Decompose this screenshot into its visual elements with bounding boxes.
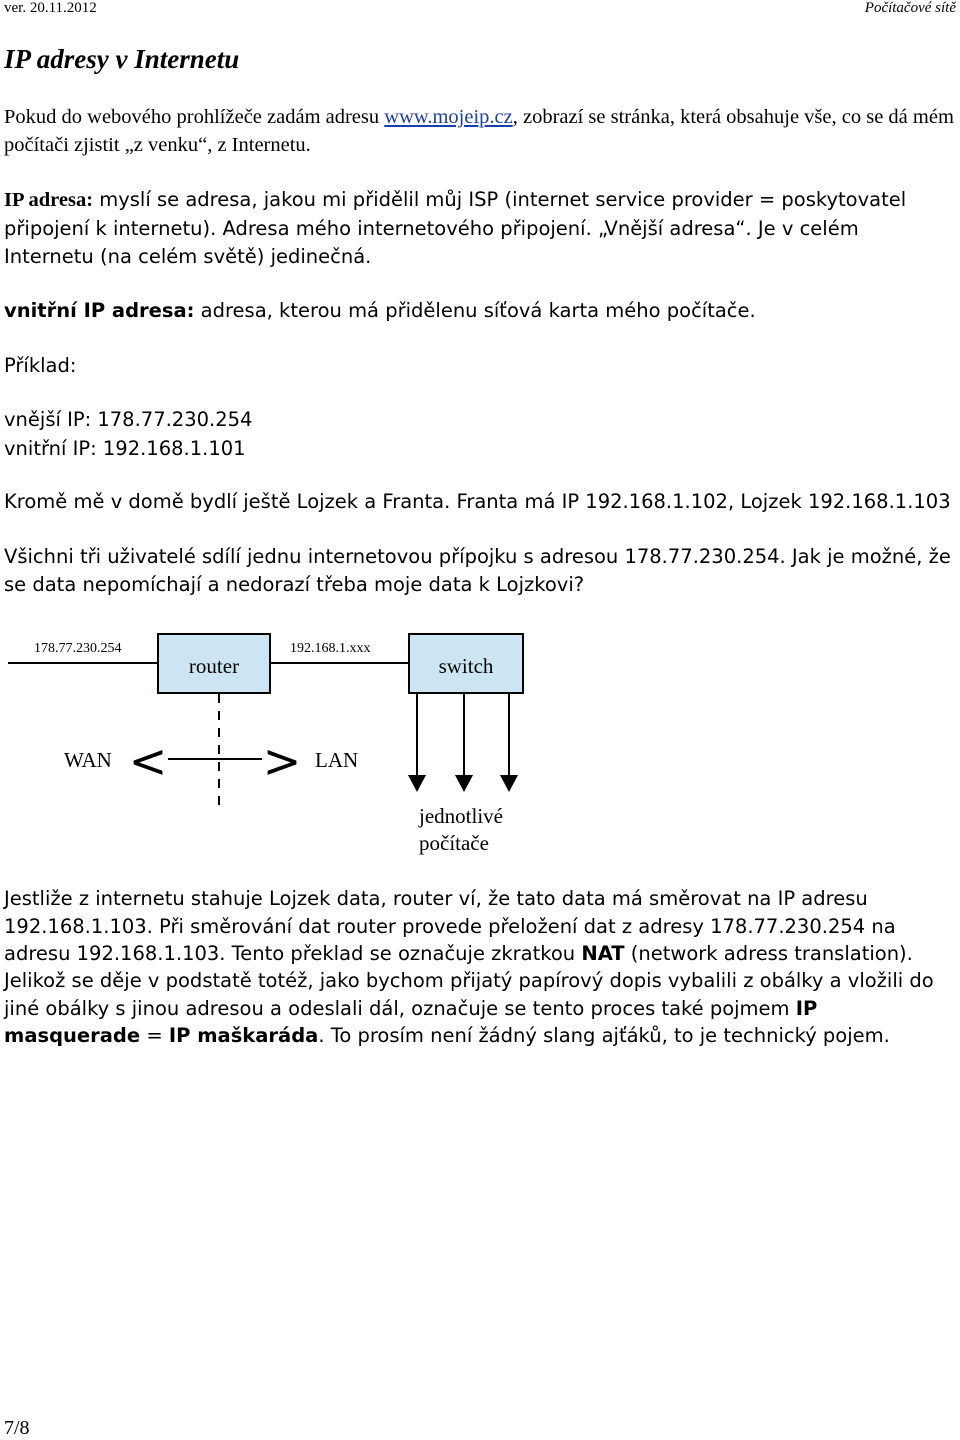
intro-text-end: , zobrazí se stránka, která obsahuje vše, co se dá mém počítači zjistit „z venku“, z Internetu. [4,106,954,156]
computer-arrow-2 [455,775,473,792]
router-label: router [188,654,240,678]
ip-definition-text-2: připojení k internetu). Adresa mého internetového připojení. „Vnější adresa“. Je v celém Internetu (na celém světě) jedinečná. [4,216,859,268]
mojeip-link[interactable]: www.mojeip.cz [384,106,513,128]
wan-ip-label: 178.77.230.254 [34,641,122,656]
inner-ip-term: vnitřní IP adresa: [4,299,195,322]
computers-label-line2: počítače [419,831,489,855]
inner-ip-text: adresa, kterou má přidělenu síťová karta mého počítače. [194,299,756,322]
example-label: Příklad: [4,354,77,377]
ip-definition [4,186,954,272]
computer-arrow-1 [408,775,426,792]
masq-text-end: . To prosím není žádný slang ajťáků, to je technický pojem. [318,1024,890,1047]
wan-label: WAN [64,748,112,772]
wan-bracket: < [128,734,168,788]
header-subject: Počítačové sítě [864,0,956,16]
masq-text-mid: = [140,1024,169,1047]
masq-term-2: IP maškaráda [168,1024,319,1047]
nat-paragraph [4,885,954,968]
neighbors-paragraph: Kromě mě v domě bydlí ještě Lojzek a Franta. Franta má IP 192.168.1.102, Lojzek 192.168.1.103 [4,490,951,513]
lan-ip-label: 192.168.1.xxx [290,641,371,656]
masquerade-paragraph [4,967,954,1050]
network-diagram [0,620,960,870]
lan-bracket: > [262,734,302,788]
ip-term: IP adresa: [4,189,94,211]
computer-arrow-3 [500,775,518,792]
example-ips [4,406,954,463]
header-version: ver. 20.11.2012 [4,0,97,16]
inner-ip-definition [4,297,954,325]
masq-term-1: IP masquerade [4,996,818,1047]
intro-paragraph [4,104,954,159]
intro-text: Pokud do webového prohlížeče zadám adresu [4,106,385,128]
computers-label-line1: jednotlivé [419,804,503,828]
page-title: IP adresy v Internetu [4,44,240,74]
inner-ip: vnitřní IP: 192.168.1.101 [4,436,246,460]
question-paragraph: Všichni tři uživatelé sdílí jednu internetovou přípojku s adresou 178.77.230.254. Jak je možné, že se data nepomíchají a nedorazí třeba moje data k Lojzkovi? [4,545,951,596]
nat-text: Jestliže z internetu stahuje Lojzek data, router ví, že tato data má směrovat na IP adresu 192.168.1.103. Při směrování dat router provede přeložení dat z adresy 178.77.230.254 na adresu 192.168.1.103. Tento překlad se označuje zkratkou [4,887,896,965]
lan-label: LAN [315,748,359,772]
switch-label: switch [438,654,494,678]
masq-text: Jelikož se děje v podstatě totéž, jako bychom přijatý papírový dopis vybalili z obálky a vložili do jiné obálky s jinou adresou a odeslali dál, označuje se tento proces také pojmem [4,969,934,1020]
nat-text-end: (network adress translation). [624,942,913,965]
ip-definition-text: myslí se adresa, jakou mi přidělil můj ISP (internet service provider = poskytovatel [93,188,907,211]
page-number: 7/8 [4,1417,30,1439]
outer-ip: vnější IP: 178.77.230.254 [4,408,253,431]
nat-term: NAT [581,942,625,965]
